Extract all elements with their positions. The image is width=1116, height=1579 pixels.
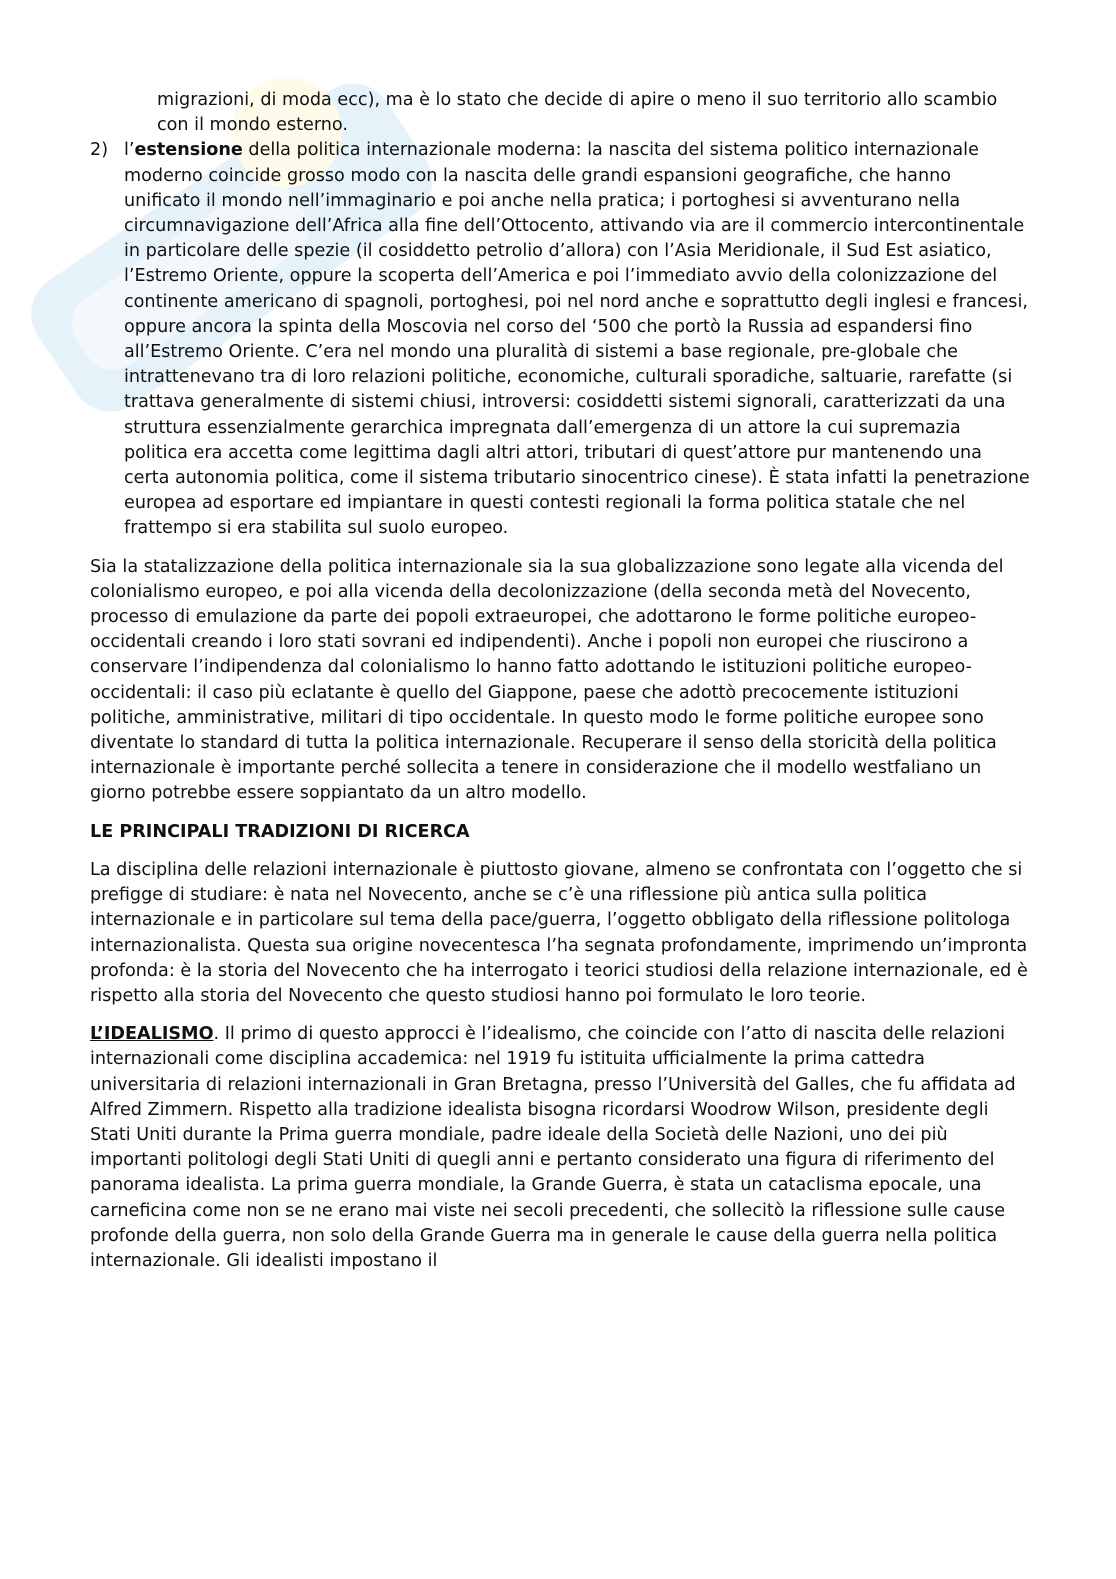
list-item-2-keyword: estensione [134,140,243,161]
idealismo-body: . Il primo di questo approcci è l’idealismo, che coincide con l’atto di nascita delle relazioni internazionali come disciplina accademica: nel 1919 fu istituita ufficialmente la prima cattedra universitaria di relazioni internazionali in Gran Bretagna, presso l’Università del Galles, che fu affidata ad Alfred Zimmern. Rispetto alla tradizione idealista bisogna ricordarsi Woodrow Wilson, presidente degli Stati Uniti durante la Prima guerra mondiale, padre ideale della Società delle Nazioni, uno dei più importanti politologi degli Stati Uniti di quegli anni e pertanto considerato una figura di riferimento del panorama idealista. La prima guerra mondiale, la Grande Guerra, è stata un cataclisma epocale, una carneficina come non se ne erano mai viste nei secoli precedenti, che sollecitò la riflessione sulle cause profonde della guerra, non solo della Grande Guerra ma in generale le cause della guerra nella politica internazionale. Gli idealisti impostano il [90,1024,1016,1271]
section-heading: LE PRINCIPALI TRADIZIONI DI RICERCA [90,821,470,842]
list-item-1-continuation: migrazioni, di moda ecc), ma è lo stato che decide di apire o meno il suo territorio allo scambio con il mondo esterno. [157,90,998,136]
paragraph-idealismo [90,1022,1030,1274]
list-item-2-number: 2) [90,140,109,161]
document-page [90,88,1030,1287]
list-item-2-prefix: l’ [124,140,135,161]
list-item-2-body: della politica internazionale moderna: la nascita del sistema politico internazionale moderno coincide grosso modo con la nascita delle grandi espansioni geografiche, che hanno unificato il mondo nell’immaginario e poi anche nella pratica; i portoghesi si avventurano nella circumnavigazione dell’Africa alla fine dell’Ottocento, attivando via are il commercio intercontinentale in particolare delle spezie (il cosiddetto petrolio d’allora) con l’Asia Meridionale, il Sud Est asiatico, l’Estremo Oriente, oppure la scoperta dell’America e poi l’immediato avvio della colonizzazione del continente americano di spagnoli, portoghesi, poi nel nord anche e soprattutto degli inglesi e francesi, oppure ancora la spinta della Moscovia nel corso del ‘500 che portò la Russia ad espandersi fino all’Estremo Oriente. C’era nel mondo una pluralità di sistemi a base regionale, pre-globale che intrattenevano tra di loro relazioni politiche, economiche, culturali sporadiche, saltuarie, rarefatte (si trattava generalmente di sistemi chiusi, introversi: cosiddetti sistemi signorali, caratterizzati da una struttura essenzialmente gerarchica impregnata dall’emergenza di un attore la cui supremazia politica era accetta come legittima dagli altri attori, tributari di quest’attore pur mantenendo una certa autonomia politica, come il sistema tributario sinocentrico cinese). È stata infatti la penetrazione europea ad esportare ed impiantare in questi contesti regionali la forma politica statale che nel frattempo si era stabilita sul suolo europeo. [124,140,1030,539]
paragraph-colonialism: Sia la statalizzazione della politica internazionale sia la sua globalizzazione sono legate alla vicenda del colonialismo europeo, e poi alla vicenda della decolonizzazione (della seconda metà del Novecento, processo di emulazione da parte dei popoli extraeuropei, che adottarono le forme politiche europeo-occidentali creando i loro stati sovrani ed indipendenti). Anche i popoli non europei che riuscirono a conservare l’indipendenza dal colonialismo lo hanno fatto adottando le istituzioni politiche europeo-occidentali: il caso più eclatante è quello del Giappone, paese che adottò precocemente istituzioni politiche, amministrative, militari di tipo occidentale. In questo modo le forme politiche europee sono diventate lo standard di tutta la politica internazionale. Recuperare il senso della storicità della politica internazionale è importante perché sollecita a tenere in considerazione che il modello westfaliano un giorno potrebbe essere soppiantato da un altro modello. [90,556,1004,804]
list-item-2 [90,138,1030,541]
list-item-2-text [124,138,1030,541]
idealismo-title: L’IDEALISMO [90,1024,214,1045]
paragraph-discipline: La disciplina delle relazioni internazionale è piuttosto giovane, almeno se confrontata con l’oggetto che si prefigge di studiare: è nata nel Novecento, anche se c’è una riflessione più antica sulla politica internazionale e in particolare sul tema della pace/guerra, l’oggetto obbligato della riflessione politologa internazionalista. Questa sua origine novecentesca l’ha segnata profondamente, imprimendo un’impronta profonda: è la storia del Novecento che ha interrogato i teorici studiosi della relazione internazionale, ed è rispetto alla storia del Novecento che questo studiosi hanno poi formulato le loro teorie. [90,859,1028,1006]
